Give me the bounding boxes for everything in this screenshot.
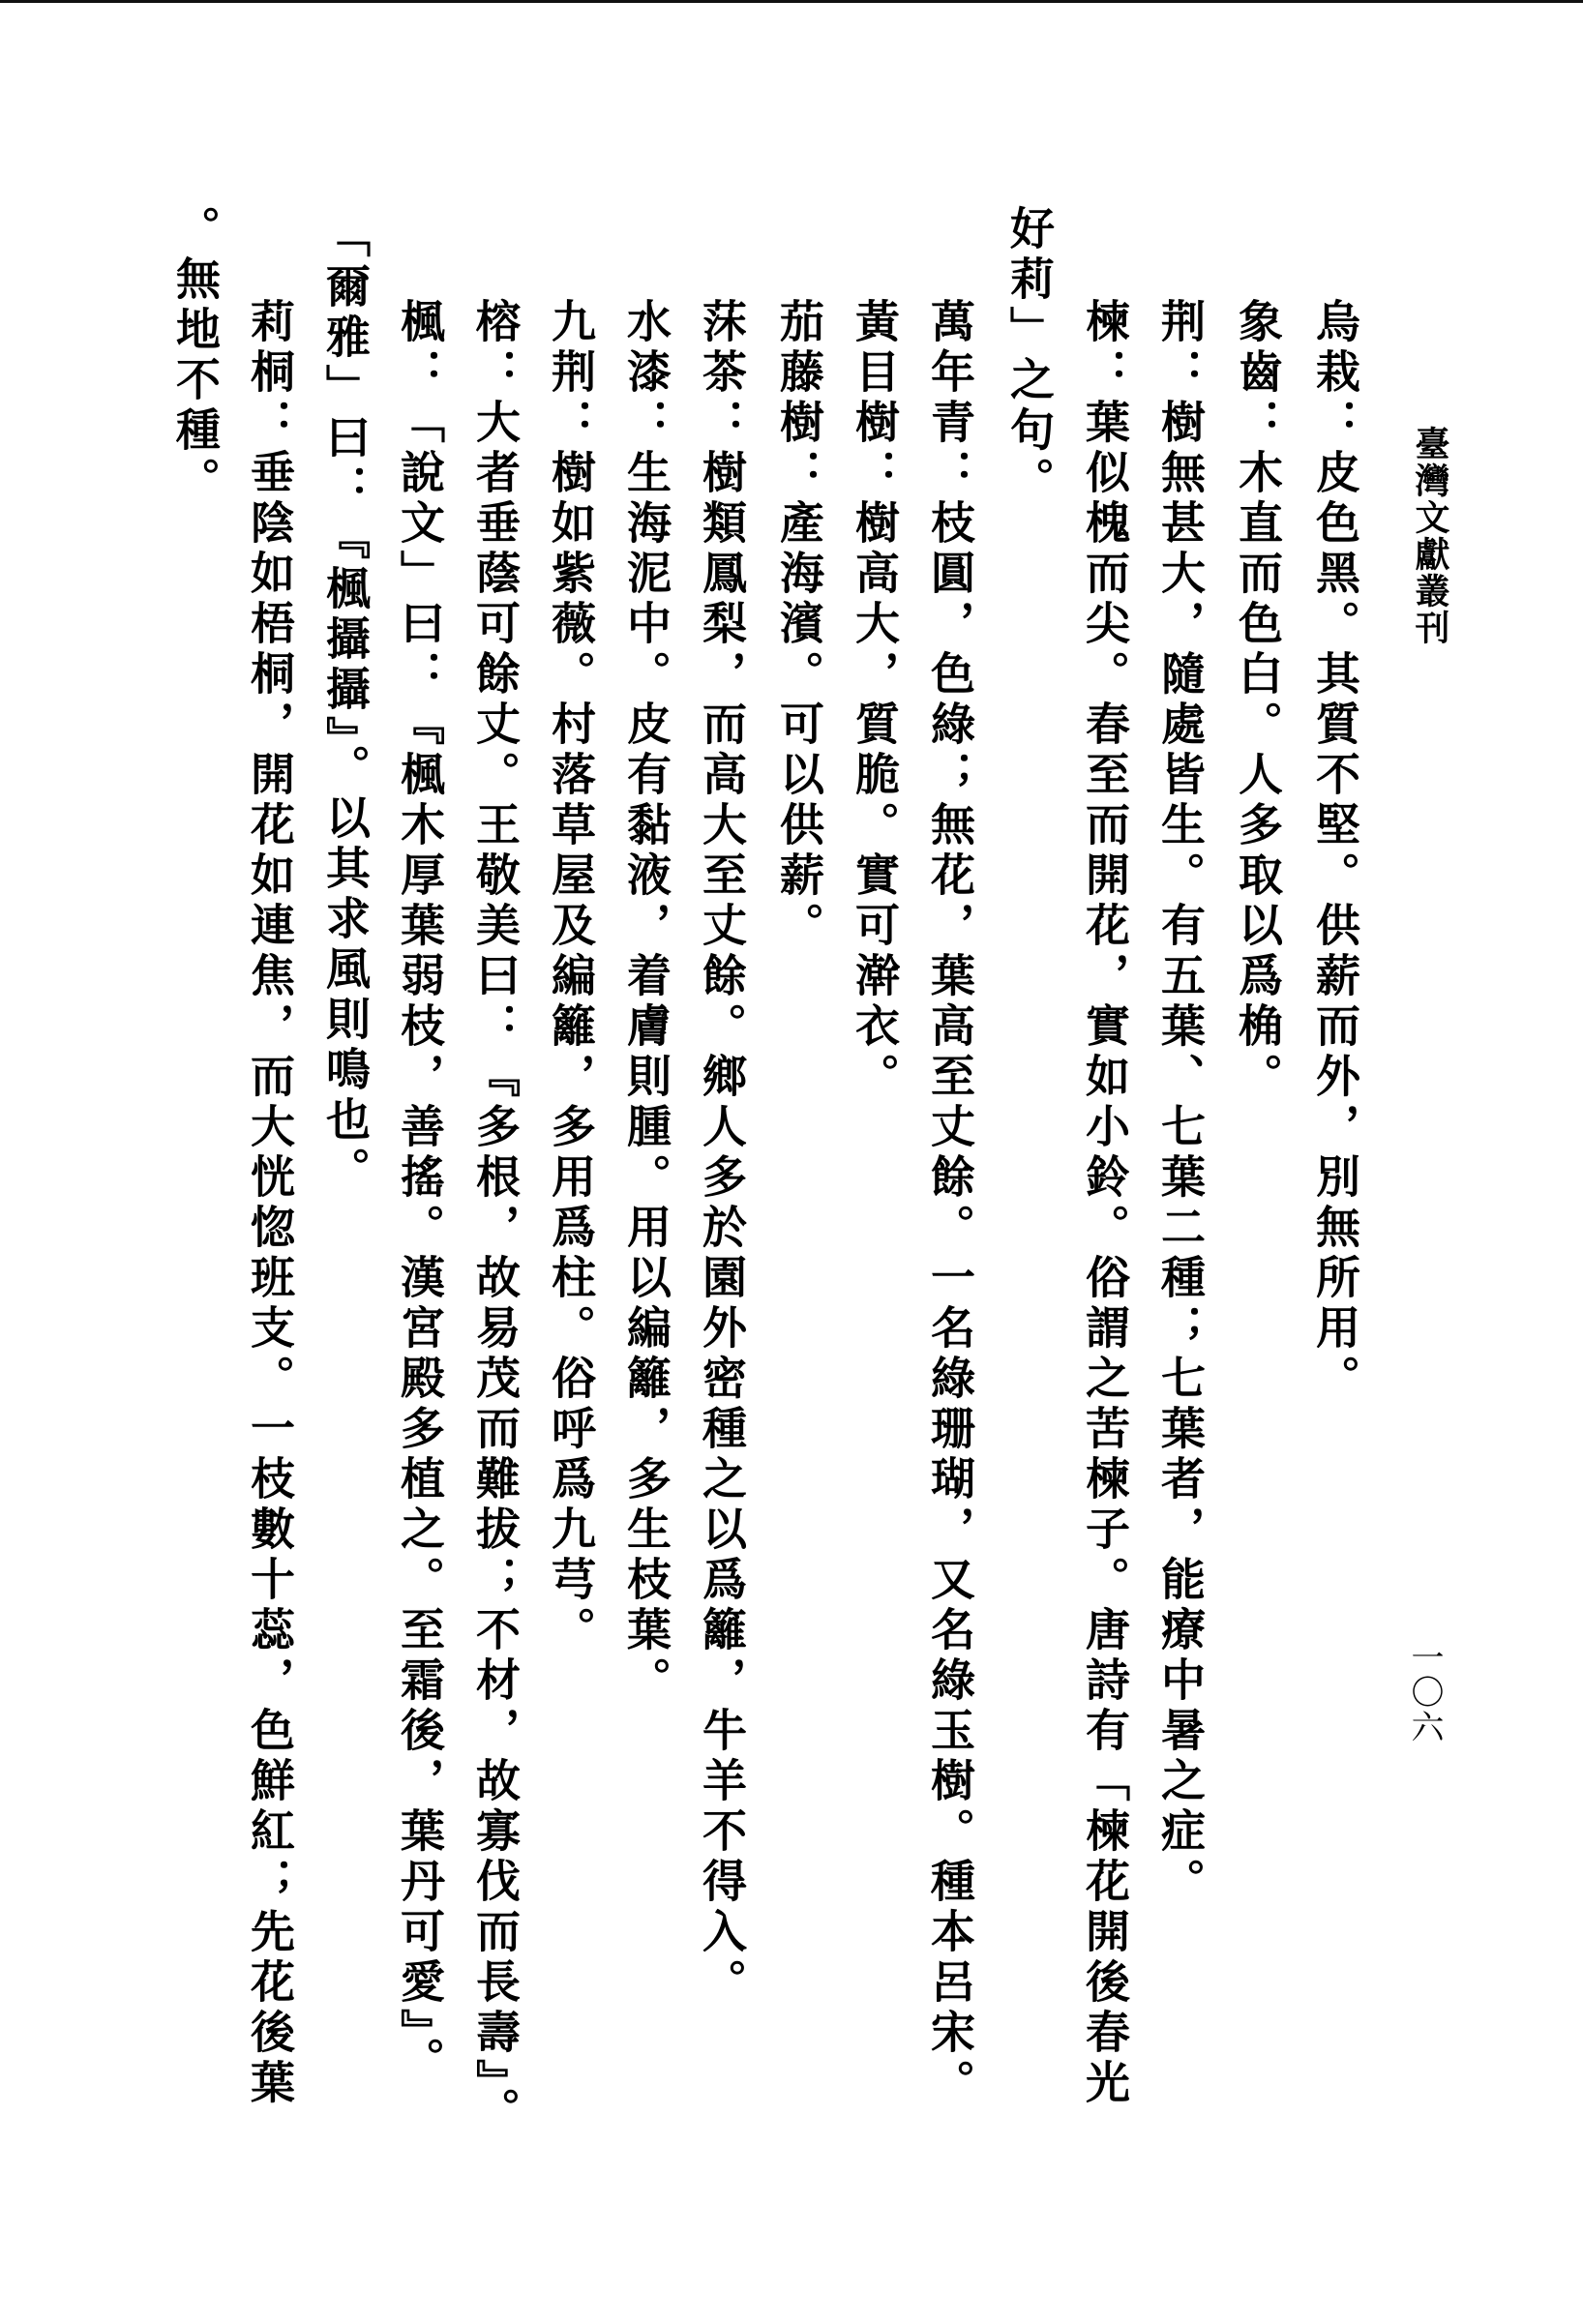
text-column-12: 榕：大者垂蔭可餘丈。王敬美曰：『多根，故易茂而難拔；不材，故寡伐而長壽』。	[469, 298, 522, 2137]
text-column-2: 象齒：木直而色白。人多取以爲桷。	[1232, 298, 1284, 1103]
text-column-4: 楝：葉似槐而尖。春至而開花，實如小鈴。俗謂之苦楝子。唐詩有「楝花開後春光	[1079, 298, 1131, 2109]
text-column-9: 莯茶：樹類鳳梨，而高大至丈餘。鄉人多於園外密種之以爲籬，牛羊不得入。	[696, 298, 748, 2009]
text-column-6: 萬年青：枝圓，色綠；無花，葉高至丈餘。一名綠珊瑚，又名綠玉樹。種本呂宋。	[924, 298, 976, 2109]
text-column-16: 。無地不種。	[169, 205, 222, 507]
text-column-14: 「爾雅」曰：『楓攝攝』。以其求風則鳴也。	[319, 213, 372, 1197]
text-column-15: 莉桐：垂陰如梧桐，開花如連焦，而大恍惚班支。一枝數十蕊，色鮮紅；先花後葉	[244, 298, 296, 2109]
text-column-8: 茄藤樹：產海濱。可以供薪。	[773, 298, 825, 952]
page-top-border	[0, 0, 1583, 3]
text-column-10: 水漆：生海泥中。皮有黏液，着膚則腫。用以編籬，多生枝葉。	[620, 298, 672, 1707]
series-title: 臺灣文獻叢刊	[1410, 426, 1450, 646]
text-column-1: 烏栽：皮色黑。其質不堅。供薪而外，別無所用。	[1309, 298, 1361, 1405]
page-number: 一〇六	[1405, 1640, 1444, 1744]
text-column-13: 楓：「說文」曰：『楓木厚葉弱枝，善搖。漢宮殿多植之。至霜後，葉丹可愛』。	[394, 298, 446, 2087]
text-column-3: 荆：樹無甚大，隨處皆生。有五葉、七葉二種；七葉者，能療中暑之症。	[1154, 298, 1207, 1908]
text-column-5: 好莉」之句。	[1003, 205, 1056, 507]
text-column-11: 九荆：樹如紫薇。村落草屋及編籬，多用爲柱。俗呼爲九芎。	[545, 298, 597, 1656]
text-column-7: 黃目樹：樹高大，質脆。實可澣衣。	[849, 298, 901, 1103]
